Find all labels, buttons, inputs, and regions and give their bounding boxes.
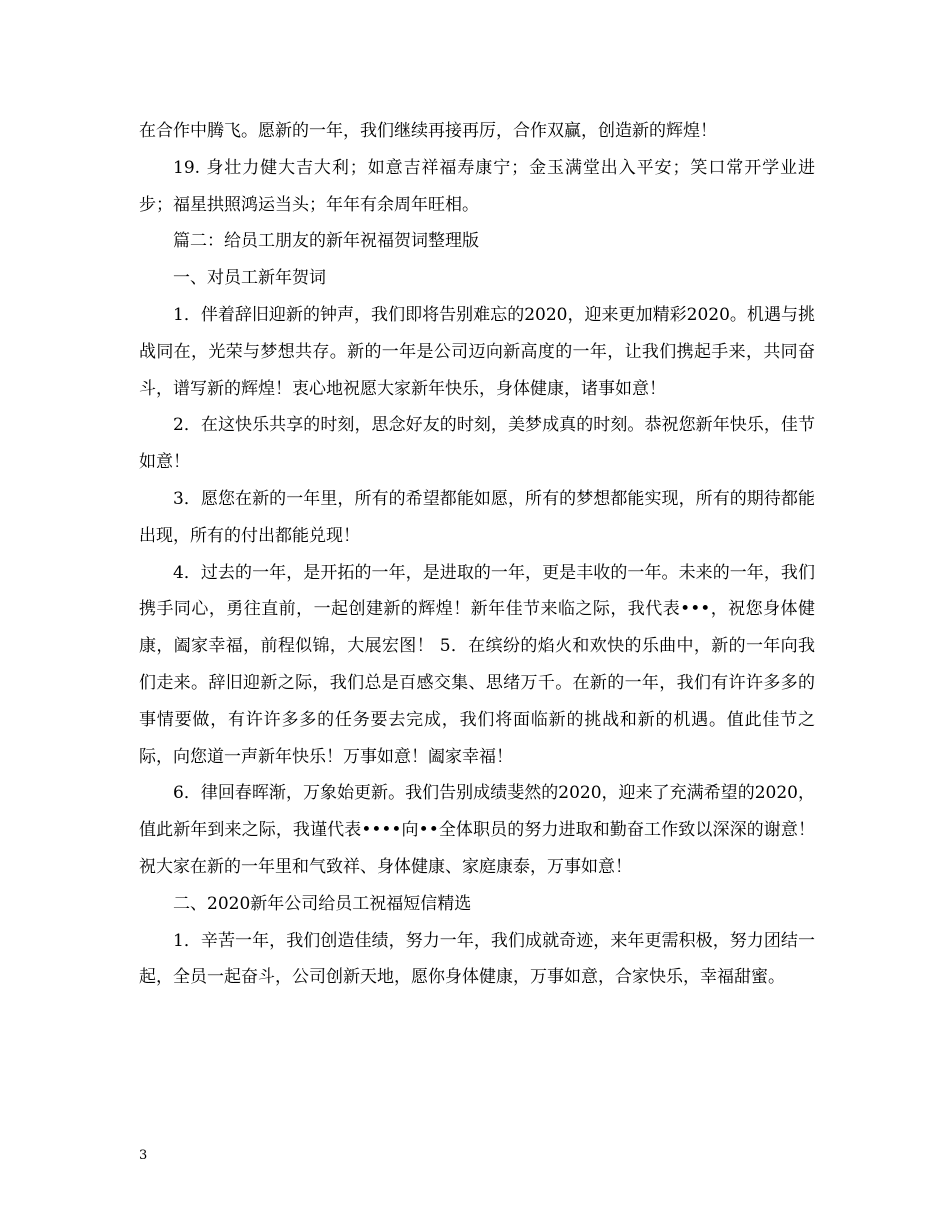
- document-body: [139, 113, 815, 996]
- page-number: 3: [139, 1148, 148, 1163]
- paragraph-continuation: 在合作中腾飞。愿新的一年，我们继续再接再厉，合作双赢，创造新的辉煌！: [139, 121, 717, 141]
- paragraph-greeting-3: 3．愿您在新的一年里，所有的希望都能如愿，所有的梦想都能实现，所有的期待都能出现，所有的付出都能兑现！: [139, 488, 815, 546]
- paragraph-greeting-1: 1．伴着辞旧迎新的钟声，我们即将告别难忘的2020，迎来更加精彩2020。机遇与挑战同在，光荣与梦想共存。新的一年是公司迈向新高度的一年，让我们携起手来，共同奋斗，谱写新的辉煌！衷心地祝愿大家新年快乐，身体健康，诸事如意！: [139, 304, 815, 399]
- section-title-part-two: 篇二：给员工朋友的新年祝福贺词整理版: [173, 231, 479, 252]
- paragraph-greeting-4-5: 4．过去的一年，是开拓的一年，是进取的一年，更是丰收的一年。未来的一年，我们携手同心，勇往直前，一起创建新的辉煌！新年佳节来临之际，我代表•••，祝您身体健康，阖家幸福，前程似锦，大展宏图！ 5．在缤纷的焰火和欢快的乐曲中，新的一年向我们走来。辞旧迎新之际，我们总是百感交集、思绪万千。在新的一年，我们有许许多多的事情要做，有许许多多的任务要去完成，我们将面临新的挑战和新的机遇。值此佳节之际，向您道一声新年快乐！万事如意！阖家幸福！: [139, 562, 815, 767]
- subsection-heading-2: 二、2020新年公司给员工祝福短信精选: [173, 893, 472, 914]
- paragraph-item-19: 19. 身壮力健大吉大利；如意吉祥福寿康宁；金玉满堂出入平安；笑口常开学业进步；福星拱照鸿运当头；年年有余周年旺相。: [139, 157, 815, 215]
- subsection-heading-1: 一、对员工新年贺词: [173, 268, 326, 289]
- paragraph-greeting-6: 6．律回春晖渐，万象始更新。我们告别成绩斐然的2020，迎来了充满希望的2020，值此新年到来之际，我谨代表••••向••全体职员的努力进取和勤奋工作致以深深的谢意！祝大家在新的一年里和气致祥、身体健康、家庭康泰，万事如意！: [139, 783, 815, 877]
- paragraph-greeting-2: 2．在这快乐共享的时刻，思念好友的时刻，美梦成真的时刻。恭祝您新年快乐，佳节如意！: [139, 415, 815, 473]
- paragraph-sms-1: 1．辛苦一年，我们创造佳绩，努力一年，我们成就奇迹，来年更需积极，努力团结一起，全员一起奋斗，公司创新天地，愿你身体健康，万事如意，合家快乐，幸福甜蜜。: [139, 930, 815, 988]
